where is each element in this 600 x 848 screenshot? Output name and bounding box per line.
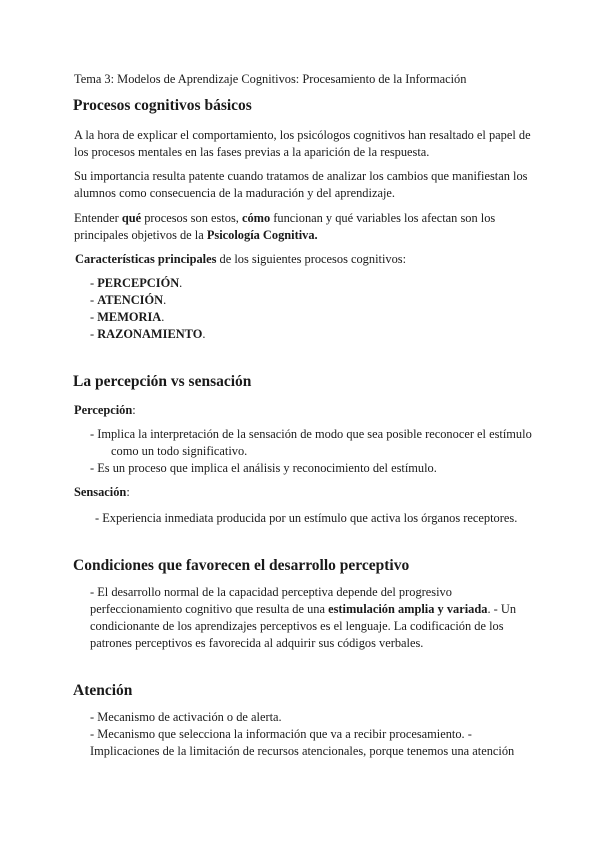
list-period: . — [163, 293, 167, 307]
text-run: de los siguientes procesos cognitivos: — [216, 252, 407, 266]
list-period: . — [161, 310, 165, 324]
bold-term-como: cómo — [241, 211, 271, 225]
paragraph-line — [75, 251, 406, 268]
bold-term-que: qué — [121, 211, 142, 225]
label-line — [74, 484, 130, 501]
section-heading-procesos: Procesos cognitivos básicos — [73, 97, 252, 114]
paragraph-line: - El desarrollo normal de la capacidad perceptiva depende del progresivo — [90, 585, 452, 599]
list-item-name: ATENCIÓN — [97, 293, 164, 307]
section-heading-percepcion: La percepción vs sensación — [73, 373, 252, 390]
bullet-line: - Implica la interpretación de la sensación de modo que sea posible reconocer el estímulo — [90, 427, 532, 441]
document-header-title: Tema 3: Modelos de Aprendizaje Cognitivos: Procesamiento de la Información — [74, 72, 467, 86]
paragraph-line — [90, 601, 516, 618]
colon: : — [132, 403, 136, 417]
list-dash: - — [90, 310, 98, 324]
bullet-line: - Es un proceso que implica el análisis y reconocimiento del estímulo. — [90, 461, 437, 475]
bold-term-caracteristicas: Características principales — [75, 252, 217, 266]
list-period: . — [202, 327, 206, 341]
bullet-line: - Mecanismo de activación o de alerta. — [90, 710, 282, 724]
label-percepcion: Percepción — [74, 403, 133, 417]
text-run: principales objetivos de la — [74, 228, 207, 242]
paragraph-line: Su importancia resulta patente cuando tratamos de analizar los cambios que manifiestan los — [74, 169, 528, 183]
list-item — [90, 275, 182, 292]
section-heading-condiciones: Condiciones que favorecen el desarrollo perceptivo — [73, 557, 410, 574]
section-heading-atencion: Atención — [73, 682, 133, 699]
text-run: . - Un — [487, 602, 517, 616]
list-item-name: RAZONAMIENTO — [97, 327, 203, 341]
paragraph-line — [74, 227, 318, 244]
paragraph-line: alumnos como consecuencia de la maduración y del aprendizaje. — [74, 186, 395, 200]
colon: : — [126, 485, 130, 499]
paragraph-line: condicionante de los aprendizajes perceptivos es el lenguaje. La codificación de los — [90, 619, 504, 633]
paragraph-line: patrones perceptivos es favorecida al adquirir sus códigos verbales. — [90, 636, 424, 650]
label-line — [74, 402, 136, 419]
bullet-line: - Mecanismo que selecciona la información que va a recibir procesamiento. - — [90, 727, 472, 741]
list-item — [90, 326, 205, 343]
list-dash: - — [90, 293, 98, 307]
paragraph-line: A la hora de explicar el comportamiento, los psicólogos cognitivos han resaltado el papel de — [74, 128, 531, 142]
list-dash: - — [90, 276, 98, 290]
text-run: procesos son estos, — [141, 211, 242, 225]
bullet-line: como un todo significativo. — [111, 444, 248, 458]
list-item — [90, 309, 164, 326]
list-period: . — [179, 276, 183, 290]
bullet-line: Implicaciones de la limitación de recursos atencionales, porque tenemos una atención — [90, 744, 515, 758]
list-dash: - — [90, 327, 98, 341]
bold-term-estimulacion: estimulación amplia y variada — [328, 602, 488, 616]
text-run: funcionan y qué variables los afectan son los — [270, 211, 496, 225]
list-item-name: MEMORIA — [97, 310, 162, 324]
paragraph-line — [74, 210, 495, 227]
label-sensacion: Sensación — [74, 485, 127, 499]
list-item — [90, 292, 166, 309]
text-run: perfeccionamiento cognitivo que resulta de una — [90, 602, 329, 616]
text-run: Entender — [74, 211, 122, 225]
bold-term-psicologia: Psicología Cognitiva. — [206, 228, 318, 242]
paragraph-line: los procesos mentales en las fases previas a la aparición de la respuesta. — [74, 145, 430, 159]
bullet-line: - Experiencia inmediata producida por un estímulo que activa los órganos receptores. — [95, 511, 518, 525]
list-item-name: PERCEPCIÓN — [97, 276, 180, 290]
